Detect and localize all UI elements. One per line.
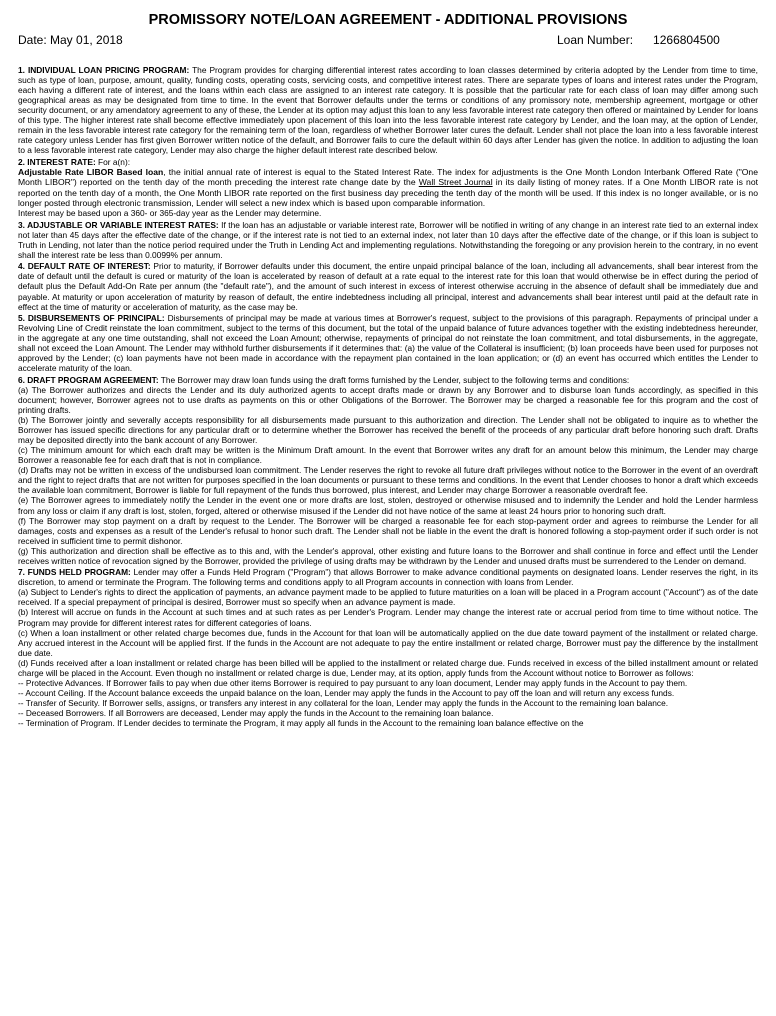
wall-street-journal: Wall Street Journal (418, 177, 493, 188)
section-heading: 3. ADJUSTABLE OR VARIABLE INTEREST RATES: (18, 219, 219, 230)
section-text: Disbursements of principal may be made at various times at Borrower's request, subject to the provisions of this paragraph. Repayments of principal under a Revolving Line of Credit reinstate the loan commitment, subject to the terms of this document, but the total of the unpaid balance of future advances together with the existing indebtedness hereunder, in the aggregate at any one time outstanding, shall not exceed the Loan Amount; otherwise, repayments of principal do not reinstate the loan commitment, and total disbursements, in the aggregate, shall not exceed the Loan Amount. The Lender may withhold further disbursements if it determines that: (a) the value of the Collateral is insufficient; (b) loan proceeds have been used for purposes not approved by the Lender; (c) loan payments have not been made in accordance with the repayment plan contained in the loan application; or (d) an event has occurred which entitles the Lender to accelerate maturity of the loan. (18, 313, 758, 374)
section-draft-program (18, 375, 758, 566)
rate-text-2: in its daily listing of money rates. If a One Month LIBOR rate is not reported on the tenth day of a month, the One Month LIBOR rate reported on the first business day preceding the tenth day of the month will be used. If this index is no longer available, or is no longer posted through electronic transmission, Lender will select a new index which is based upon comparable information. (18, 177, 758, 208)
dash-item: -- Termination of Program. If Lender decides to terminate the Program, it may apply all funds in the Account to the remaining loan balance effective on the (18, 718, 584, 728)
list-item: (a) The Borrower authorizes and directs the Lender and its duly authorized agents to accept drafts made or drawn by any Borrower and to disburse loan funds accordingly, as specified in this document; however, Borrower agrees not to use drafts as payments on this or other Obligations of the Borrower. The Borrower may be charged a reasonable fee for this program and the cost of printing drafts. (18, 384, 758, 416)
dash-item: -- Deceased Borrowers. If all Borrowers are deceased, Lender may apply the funds in the Account to the remaining loan balance. (18, 707, 494, 718)
list-item: (f) The Borrower may stop payment on a draft by request to the Lender. The Borrower will be charged a reasonable fee for each stop-payment order and agrees to reimburse the Lender for all damages, costs and expenses as a result of the Lender's refusal to honor such draft. The Lender shall not be liable in the event the draft is honored following a stop-payment order if such order is not received in sufficient time to permit dishonor. (18, 515, 758, 546)
document-meta (18, 31, 758, 51)
section-text: For a(n): (95, 156, 131, 167)
section-default-rate (18, 261, 758, 311)
dash-item: -- Protective Advances. If Borrower fails to pay when due other items Borrower is required to pay pursuant to any loan document, Lender may apply funds in the Account to pay them. (18, 677, 688, 688)
section-text: Lender may offer a Funds Held Program ("Program") that allows Borrower to make advance conditional payments on designated loans. Lender reserves the right, in its discretion, to amend or terminate the Program. The following terms and conditions apply to all Program accounts in connection with loans from Lender. (18, 567, 758, 588)
loan-number-value: 1266804500 (653, 33, 720, 47)
section-heading: 6. DRAFT PROGRAM AGREEMENT: (18, 374, 159, 385)
section-disbursements (18, 313, 758, 373)
list-item: (a) Subject to Lender's rights to direct the application of payments, an advance payment made to be applied to future maturities on a loan will be placed in a Program account ("Account") as of the date received. If a special prepayment of principal is desired, Borrower must so specify when an advance payment is made. (18, 587, 758, 608)
section-heading: 7. FUNDS HELD PROGRAM: (18, 567, 131, 578)
list-item: (c) The minimum amount for which each draft may be written is the Minimum Draft amount. In the event that Borrower writes any draft for an amount below this minimum, the Lender may charge Borrower a reasonable fee for each draft that is not in compliance. (18, 445, 758, 466)
section-interest-rate (18, 157, 758, 218)
list-item: (b) Interest will accrue on funds in the Account at such times and at such rates as per Lender's Program. Lender may change the interest rate or accrual period from time to time without notice. The Program may provide for different interest rates for different categories of loans. (18, 607, 758, 628)
page-title: PROMISSORY NOTE/LOAN AGREEMENT - ADDITIONAL PROVISIONS (148, 12, 628, 28)
section-heading: 2. INTEREST RATE: (18, 156, 96, 167)
section-text: If the loan has an adjustable or variable interest rate, Borrower will be notified in writing of any change in an interest rate tied to an external index not later than 45 days after the effective date of the change, or if the interest rate is not tied to an external index, not later than 10 days after the effective date of the change, or if this loan is subject to Truth in Lending, not later than the notice period required under the Truth in Lending Act and implementing regulations. Notwithstanding the foregoing or any provision herein to the contrary, in no event shall the interest rate be less than 0.0099% per annum. (18, 219, 758, 260)
dash-item: -- Account Ceiling. If the Account balance exceeds the unpaid balance on the loan, Lender may apply the funds in the Account to pay off the loan and will return any excess funds. (18, 687, 675, 698)
document-body (18, 65, 758, 728)
section-loan-pricing (18, 65, 758, 155)
loan-number (557, 33, 720, 47)
section-adjustable-rates (18, 220, 758, 260)
section-heading: 4. DEFAULT RATE OF INTEREST: (18, 261, 151, 272)
rate-text-1: , the initial annual rate of interest is equal to the Stated Interest Rate. The index for adjustments is the One Month London Interbank Offered Rate ("One Month LIBOR") reported on the tenth day of the month preceding the interest rate change date by the (18, 166, 758, 188)
list-item: (e) The Borrower agrees to immediately notify the Lender in the event one or more drafts are lost, stolen, destroyed or otherwise misused and to indemnify the Lender and hold the Lender harmless from any loss or claim if any draft is lost, stolen, forged, altered or otherwise misused if the Lender did not have notice of the same at least 24 hours prior to honoring such draft. (18, 495, 758, 516)
list-item: (g) This authorization and direction shall be effective as to this and, with the Lender's approval, other existing and future loans to the Borrower and shall continue in force and effect until the Lender receives written notice of revocation signed by the Borrower, provided the privilege of using drafts may be withdrawn by the Lender and unused drafts must be surrendered to the Lender on demand. (18, 545, 758, 566)
dash-item: -- Transfer of Security. If Borrower sells, assigns, or transfers any interest in any collateral for the loan, Lender may apply the funds in the Account to the remaining loan balance. (18, 697, 669, 708)
section-text: The Borrower may draw loan funds using the draft forms furnished by the Lender, subject to the following terms and conditions: (158, 374, 630, 385)
rate-type-heading: Adjustable Rate LIBOR Based loan (18, 166, 164, 177)
section-text: The Program provides for charging differential interest rates according to loan classes determined by criteria adopted by the Lender from time to time, such as type of loan, purpose, amount, quality, funding costs, operating costs, servicing costs, and competitive interest rates. There are separate types of loans and interest rates under the Program, each having a different rate of interest, and the loans within each class are assigned to an interest rate category. It is possible that the particular rate for each class of loan may differ among such geographical areas as may be designated from time to time. In the event that Borrower defaults under the terms or conditions of any promissory note, membership agreement, mortgage or other security document, or any amendatory agreement to any of these, the Lender at its option may adjust this loan to any less favorable interest rate category then offered or maintained by Lender for loans of this type. The higher interest rate shall become effective immediately upon placement of this loan into the less favorable interest rate category by Lender, and the loan may, at the option of Lender, remain in the less favorable interest rate category for the remaining term of the loan, regardless of whether Borrower later cures the default. Lender shall not place the loan into a less favorable interest rate category unless Lender has first given Borrower written notice of the default, and Borrower fails to cure the default within 60 days after Lender has given the notice. In addition to adjusting the loan to a less favorable interest rate category, Lender may also charge the higher default interest rate described below. (18, 65, 758, 156)
list-item: (b) The Borrower jointly and severally accepts responsibility for all disbursements made pursuant to this authorization and direction. The Lender shall not be obligated to inquire as to whether the Borrower has issued specific directions for any particular draft or to determine whether the Borrower has received the benefit of the proceeds of any particular draft before honoring such draft. Drafts may be deposited directly into the bank account of any Borrower. (18, 415, 758, 446)
interest-basis: Interest may be based upon a 360- or 365-day year as the Lender may determine. (18, 208, 322, 219)
section-text: Prior to maturity, if Borrower defaults under this document, the entire unpaid principal balance of the loan, including all advancements, shall bear interest from the date of default until the default is cured or maturity of the loan is accelerated by reason of default at a rate equal to the interest rate for this loan that would otherwise be in effect during the period of default plus the Default Add-On Rate per annum (the "default rate"), and the amount of such interest in excess of interest otherwise accruing in the absence of default shall be immediately due and payable. At maturity or upon acceleration of maturity by reason of default, the entire indebtedness including all principal, interest and advancements shall bear interest until paid at the default rate in effect at the time of maturity or acceleration of maturity, as the case may be. (18, 261, 759, 312)
list-item: (d) Drafts may not be written in excess of the undisbursed loan commitment. The Lender reserves the right to revoke all future draft privileges without notice to the Borrower in the event of an overdraft and the right to reject drafts that are not written for purposes specified in the loan documents or pursuant to these terms and conditions. In the event that Lender chooses to honor a draft which exceeds the available loan commitment, Borrower is liable for full repayment of the funds thus borrowed, plus interest, and Lender may charge Borrower a reasonable overdraft fee. (18, 465, 758, 496)
list-item: (d) Funds received after a loan installment or related charge has been billed will be applied to the installment or related charge due. Funds received in excess of the billed installment amount or related charge will be placed in the Account. Even though no installment or related charge is due, Lender may, at its option, apply funds from the Account without notice to Borrower as follows: (18, 657, 758, 678)
list-item: (c) When a loan installment or other related charge becomes due, funds in the Account for that loan will be automatically applied on the due date toward payment of the installment or related charge. Any accrued interest in the Account will be applied first. If the funds in the Account are not adequate to pay the entire installment or related charge, Borrower must pay the difference by the installment due date. (18, 627, 758, 658)
section-heading: 5. DISBURSEMENTS OF PRINCIPAL: (18, 313, 165, 324)
section-funds-held (18, 567, 758, 728)
section-heading: 1. INDIVIDUAL LOAN PRICING PROGRAM: (18, 65, 190, 75)
loan-number-label: Loan Number: (557, 33, 634, 47)
document-date: Date: May 01, 2018 (18, 33, 123, 47)
